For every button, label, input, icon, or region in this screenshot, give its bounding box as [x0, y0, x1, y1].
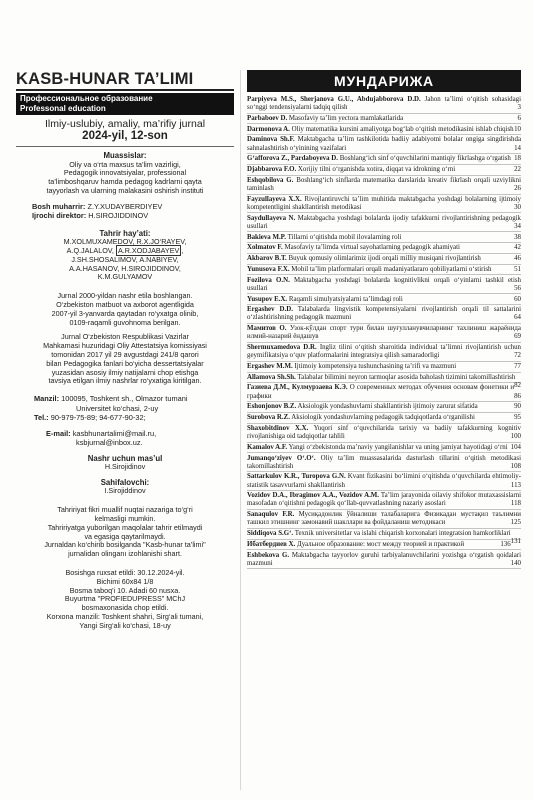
- entry-title: Buyuk qomusiy olimlarimiz ijodi orqali milliy musiqani rivojlantirish: [286, 255, 481, 263]
- entry-authors: Ergashev D.D.: [247, 306, 293, 314]
- entry-authors: Shermuxamedova D.R.: [247, 344, 317, 352]
- entry-title: Oliy ta’lim muassasalarida dasturlash tillarini o‘qitish metodikasi takomillashtirish: [247, 454, 521, 470]
- contents-entry: [247, 444, 521, 454]
- entry-page: 51: [514, 265, 521, 273]
- entry-authors: Fozilova O.N.: [247, 276, 290, 284]
- entry-authors: Saydullayeva N.: [247, 214, 296, 222]
- entry-title: Mobil ta’lim platformalari orqali madaniyatlararo qobiliyatlarni o‘stirish: [289, 265, 492, 273]
- contents-entry: [247, 177, 521, 195]
- entry-page: 14: [514, 144, 521, 152]
- entry-page: 18: [514, 155, 521, 163]
- responsible-label: Nashr uchun mas’ul: [87, 453, 163, 463]
- entry-authors: Газиева Д.М., Кулмурзаева К.Э.: [247, 384, 348, 392]
- founders-line: Oliy va o‘rta maxsus ta’lim vazirligi,: [69, 159, 181, 169]
- entry-page: 22: [514, 166, 521, 174]
- band-russian: Профессиональное образование: [20, 94, 153, 103]
- entry-page: 64: [514, 314, 521, 322]
- contents-entry: [247, 403, 521, 413]
- entry-page: 6: [517, 114, 521, 122]
- entry-authors: Daminova Sh.F.: [247, 136, 295, 144]
- contents-entry: [247, 115, 521, 125]
- disclaimer: Tahririyat fikri muallif nuqtai nazariga to‘g‘ri kelmasligi mumkin. Tahririyatga yuborilgan maqolalar tahrir etilmaydi va egasiga qaytarilmaydi. Jurnaldan ko‘chirib bosilganda "Kasb-hunar ta’limi" jurnalidan olinganı izohlanishi shart.: [44, 505, 206, 559]
- entry-title: Yuqori sinf o‘quvchilarida tarixiy va badiiy tafakkurning kognitiv rivojlanishiga oid tadqiqotlar tahlili: [247, 424, 521, 440]
- entry-authors: Kamalov A.F.: [247, 443, 288, 451]
- entry-authors: Sattarkulov K.R., Turopova G.N.: [247, 473, 346, 481]
- entry-page: 82: [514, 381, 521, 389]
- entry-title: Kvant fizikasini bo‘limini o‘qitishda o‘quvchilarda ehtimoliy-statistik tasavvurlarni shakllantirish: [247, 473, 522, 489]
- entry-page: 34: [514, 222, 521, 230]
- contents-title: МУНДАРИЖА: [247, 70, 521, 92]
- board-line: A.Q.JALALOV, A.R.XODJABAYEV ,: [66, 245, 184, 255]
- issue-number: 2024-yil, 12-son: [82, 130, 168, 142]
- journal-subtitle: Ilmiy-uslubiy, amaliy, ma’rifiy jurnal: [44, 118, 206, 130]
- entry-title: Talabalar bilimini neyron tarmoqlar asosida baholash tizimini takomillashtirish: [295, 373, 516, 381]
- contents-entry: [247, 126, 521, 136]
- contents-entry: [247, 234, 521, 244]
- layout-name: I.Sirojiddinov: [104, 486, 146, 496]
- responsible-name: H.Sirojidinov: [104, 462, 146, 472]
- title-rule: [16, 89, 234, 91]
- board-line: K.M.GULYAMOV: [97, 272, 153, 282]
- contents-entry: [247, 96, 521, 114]
- entry-title: Jahon ta’limi o‘qitish sohasidagi so‘nggi tendensiyalarni tadqiq qilish: [247, 96, 522, 112]
- entry-authors: Eshbekova G.: [247, 551, 290, 559]
- layout-label: Sahifalovchi:: [100, 477, 150, 487]
- board-members: [16, 238, 234, 282]
- entry-page: 100: [510, 433, 521, 440]
- entry-authors: Eshqobilova G.: [247, 176, 294, 184]
- board-line: J.SH.SHOSALIMOV, A.NABIYEV,: [71, 254, 179, 264]
- contents-entry: [247, 325, 521, 343]
- entry-page: 26: [514, 184, 521, 192]
- entry-title: Yangi o‘zbekistonda ma’naviy yangilanishlar va uning jamiyat hayotidagi o‘rni: [287, 443, 508, 451]
- entry-authors: Ergashev M.M.: [247, 362, 293, 370]
- entry-page: 10: [514, 125, 521, 133]
- entry-title: Maktabgacha yoshdagi bolalarda ijodiy tafakkurni rivojlantirishning pedagogik usullari: [247, 214, 521, 230]
- founders-line: Pedagogik innovatsiyalar, professional: [63, 168, 187, 178]
- entry-title: Rivojlantiruvchi ta’lim muhitida maktabgacha yoshdagi bolalarning ijtimoiy kompetentligini shakllantirish metodikasi: [247, 195, 521, 211]
- registration-note: Jurnal 2000-yildan nashr etila boshlangan. O‘zbekiston matbuot va axborot agentligida 2007-yil 3-yanvarda qaytadan ro‘yxatga olinib, 0109-raqamli guvohnoma berilgan.: [51, 291, 199, 327]
- address-line-2: Universitet ko‘chasi, 2-uy: [76, 403, 159, 413]
- contents-entry: [247, 552, 521, 570]
- entry-authors: Shaxobitdinov X.X.: [247, 424, 309, 432]
- entry-authors: G‘afforova Z., Pardaboyeva D.: [247, 155, 338, 163]
- entry-authors: Ибатбердиев Х.: [247, 540, 296, 548]
- contents-entry: [247, 306, 521, 324]
- entry-authors: Xolmatov F.: [247, 244, 283, 252]
- entry-title: Texnik universitetlar va islahi chiqarish korxonalari integratsion hamkorliklari: [293, 530, 511, 538]
- chief-editor-label: Bosh muharrir:: [32, 201, 86, 211]
- entry-authors: Fayzullayeva X.X.: [247, 195, 302, 203]
- entry-title: Boshlang‘ich sinf o‘quvchilarini mantiqiy fikrlashga o‘rgatish: [337, 155, 511, 163]
- chief-editor: [16, 202, 234, 212]
- entry-title: Maktabgacha yoshdagi bolalarda kognitivlikni orqali o‘yinlarni tashkil etish usullari: [247, 276, 521, 292]
- entry-page: 125: [510, 519, 521, 527]
- entry-authors: Yusupov E.X.: [247, 295, 288, 303]
- entry-title: Xorijiy tilni o‘rganishda xotira, diqqat va idrokning o‘rni: [296, 166, 456, 174]
- entry-title: Aksiologik yondashuvlarning pedagogik tadqiqotlarda o‘rganilishi: [289, 414, 475, 422]
- contents-entry: [247, 381, 521, 402]
- entry-authors: Darmonova A.: [247, 125, 290, 133]
- band-english: Professonal education: [20, 103, 106, 113]
- founders-label: Muassislar:: [103, 151, 147, 160]
- contents-entry: [247, 363, 521, 373]
- entry-page: 136: [500, 540, 511, 548]
- board-line: A.A.HASANOV, H.SIROJIDDINOV,: [69, 263, 181, 273]
- column-divider: [240, 70, 241, 790]
- entry-authors: Мамитов О.: [247, 325, 287, 333]
- entry-page: 131: [510, 538, 521, 546]
- contents-entry: [247, 541, 521, 551]
- entry-page: 3: [517, 104, 521, 112]
- contents-entry: [247, 166, 521, 176]
- contents-entry: [247, 266, 521, 276]
- entry-page: 86: [514, 392, 521, 400]
- entry-title: Maktabgacha ta’lim tashkilotida badiiy adabiyotni bolalar ongiga singdirishda sahnalashtirish o‘yinining vazifalari: [247, 136, 521, 152]
- entry-title: Tillarni o‘qitishda mobil ilovalarning roli: [285, 233, 402, 241]
- email: E-mail: kasbhunartalimi@mail.ru,: [46, 428, 157, 438]
- highlighted-member: A.R.XODJABAYEV: [117, 245, 180, 255]
- entry-page: 30: [514, 203, 521, 211]
- contents-entry: [247, 255, 521, 265]
- entry-authors: Sanaqulov F.R.: [247, 511, 295, 519]
- contents-entry: [247, 215, 521, 233]
- entry-title: Oliy matematika kursini amaliyotga bog‘lab o‘qitish metodikasini ishlab chiqish: [289, 125, 514, 133]
- contents-entry: [247, 244, 521, 254]
- contents-entry: [247, 344, 521, 362]
- executive-director-label: Ijrochi direktor:: [32, 211, 87, 221]
- entry-title: Ijtimoiy kompetensiya tushunchasining ta’rifi va mazmuni: [292, 362, 457, 370]
- entry-authors: Surobova R.Z.: [247, 414, 290, 422]
- entry-page: 38: [514, 233, 521, 241]
- entry-page: 95: [514, 414, 521, 422]
- contents-column: [247, 70, 521, 571]
- entry-page: 77: [514, 362, 521, 370]
- contents-entry: [247, 296, 521, 306]
- entry-page: 140: [510, 559, 521, 567]
- entry-title: Masofaviy ta’limda virtual sayohatlarning pedagogik ahamiyati: [282, 244, 460, 252]
- entry-authors: Djabbarova F.O.: [247, 166, 297, 174]
- entry-title: О современных методах обучения основам фонетики и графики: [247, 384, 515, 400]
- entry-authors: Allamova Sh.Sh.: [247, 373, 296, 381]
- contents-entry: [247, 425, 521, 443]
- executive-director: [16, 211, 234, 221]
- entry-authors: Jumanqo‘ziyev O‘.O‘.: [247, 454, 316, 462]
- contents-entry: [247, 511, 521, 529]
- executive-director-name: H.SIROJIDDINOV: [88, 211, 149, 221]
- entry-page: 104: [510, 443, 521, 451]
- entry-title: Maktabgacha tayyorlov guruhi tarbiyalanuvchilarini yozishga o‘rgatish qoidalari mazmuni: [247, 551, 521, 567]
- journal-title: KASB-HUNAR TA’LIMI: [16, 70, 194, 88]
- contents-list: [247, 96, 521, 569]
- imprint-column: [16, 70, 234, 631]
- entry-page: 113: [510, 481, 521, 489]
- contents-entry: [247, 414, 521, 424]
- entry-page: 46: [514, 255, 521, 263]
- entry-title: Дуальное образование: мост между теорией и практикой: [295, 540, 465, 548]
- entry-authors: Yunusova F.X.: [247, 265, 290, 273]
- entry-title: Talabalarda lingvistik kompetensiyalarni rivojlantirish orqali til sattalarini o‘zlashtirishning pedagogik mazmuni: [247, 306, 522, 322]
- entry-authors: Akbarov B.T.: [247, 255, 287, 263]
- phone: Tel.: 90-979-75-89; 94-677-90-32;: [34, 413, 146, 423]
- contents-entry: [247, 455, 521, 473]
- address: Manzil: 100095, Toshkent sh., Olmazor tumani: [34, 394, 188, 404]
- entry-title: Masofaviy ta’lim yectora mamlakatlarida: [287, 114, 404, 122]
- divider: [16, 146, 234, 147]
- print-imprint: Bosishga ruxsat etildi: 30.12.2024-yil. Bichimi 60x84 1/8 Bosma taboq'i 10. Adadi 60 nusxa. Buyurtma "PROFIEDUPRESS" MChJ bosmaxonasida chop etildi. Korxona manzili: Toshkent shahri, Sirg‘ali tumani, Yangi Sirg‘ali ko‘chasi, 18-uy: [46, 568, 204, 630]
- contents-entry: [247, 473, 521, 491]
- attestation-note: Jurnal O‘zbekiston Respublikasi Vazirlar Mahkamasi huzuridagi Oliy Attestatsiya komissiyasi tomonidan 2017 yil 29 avgustdagi 241/8 qarori bilan Pedagogika fanlari bo‘yicha dessertatsiyalar yuzasidan asosiy ilmiy natijalarni chop etishga tavsiya etilgan ilmiy nashrlar ro‘yxatiga kiritilgan.: [43, 332, 207, 386]
- entry-page: 60: [514, 295, 521, 303]
- email-line-2: ksbjurnal@inbox.uz.: [76, 438, 143, 448]
- entry-page: 90: [514, 403, 521, 411]
- entry-title: Boshlang‘ich sinflarda matematika darslarida kreativ fikrlash orqali uzviylikni taminlash: [247, 176, 521, 192]
- entry-authors: Vozidov D.A., Ibragimov A.A., Vozidov A.M.: [247, 492, 380, 500]
- entry-title: Узок-кўлдан спорт тури билан шуғулланувчиларнинг тахлиниш жараёнида илмий-назарий ёндашув: [247, 325, 521, 341]
- founders-line: ta’limboshqaruv hamda pedagog kadrlarni qayta: [48, 177, 202, 187]
- contents-entry: [247, 277, 521, 295]
- entry-authors: Siddiqova S.G‘.: [247, 530, 294, 538]
- entry-page: 118: [510, 500, 521, 508]
- title-band: [16, 93, 234, 115]
- entry-page: 69: [514, 333, 521, 341]
- entry-authors: Bakieva M.P.: [247, 233, 286, 241]
- entry-authors: Eshonjonov B.Z.: [247, 403, 297, 411]
- entry-page: 72: [514, 352, 521, 360]
- founders-text: [16, 161, 234, 196]
- contents-entry: [247, 196, 521, 214]
- entry-page: 108: [510, 462, 521, 470]
- entry-title: Ta’lim jarayonida oilaviy shifokor mutaxassislarni masofadan o‘qitishni pedagogik qo‘llab-quvvatlashning nazariy asoslari: [247, 492, 521, 508]
- contents-entry: [247, 492, 521, 510]
- contents-entry: [247, 136, 521, 154]
- founders-line: tayyorlash va ularning malakasini oshirish instituti: [46, 185, 204, 195]
- entry-title: Raqamli simulyatsiyalarni ta’limdagi roli: [287, 295, 403, 303]
- entry-page: 56: [514, 284, 521, 292]
- contents-entry: [247, 155, 521, 165]
- entry-page: 42: [514, 244, 521, 252]
- board-line: M.XOLMUXAMEDOV, R.X.JO‘RAYEV,: [63, 237, 187, 247]
- chief-editor-name: Z.Y.XUDAYBERDIYEV: [87, 201, 163, 211]
- entry-authors: Parpiyeva M.S., Sherjanova G.U., Abdujabborova D.D.: [247, 96, 421, 103]
- entry-title: Aksiologik yondashuvlarni shakllantirish ijtimoiy zarurat sifatida: [296, 403, 478, 411]
- entry-title: Мусиқадонлик ўйналиши талабаларига Физикадан мустақил таълимни ташкил этишнинг замонавий шакллари ва фойдаланиш методикаси: [247, 511, 521, 527]
- board-label: Tahrir hay’ati:: [99, 228, 151, 238]
- entry-title: Ingliz tilini o‘qitish sharoitida individual ta’limni rivojlantirish uchun geymifikatsiya o‘quv platformalarini integratsiya qilish samaradorligi: [247, 344, 521, 360]
- entry-authors: Parbaboev D.: [247, 114, 288, 122]
